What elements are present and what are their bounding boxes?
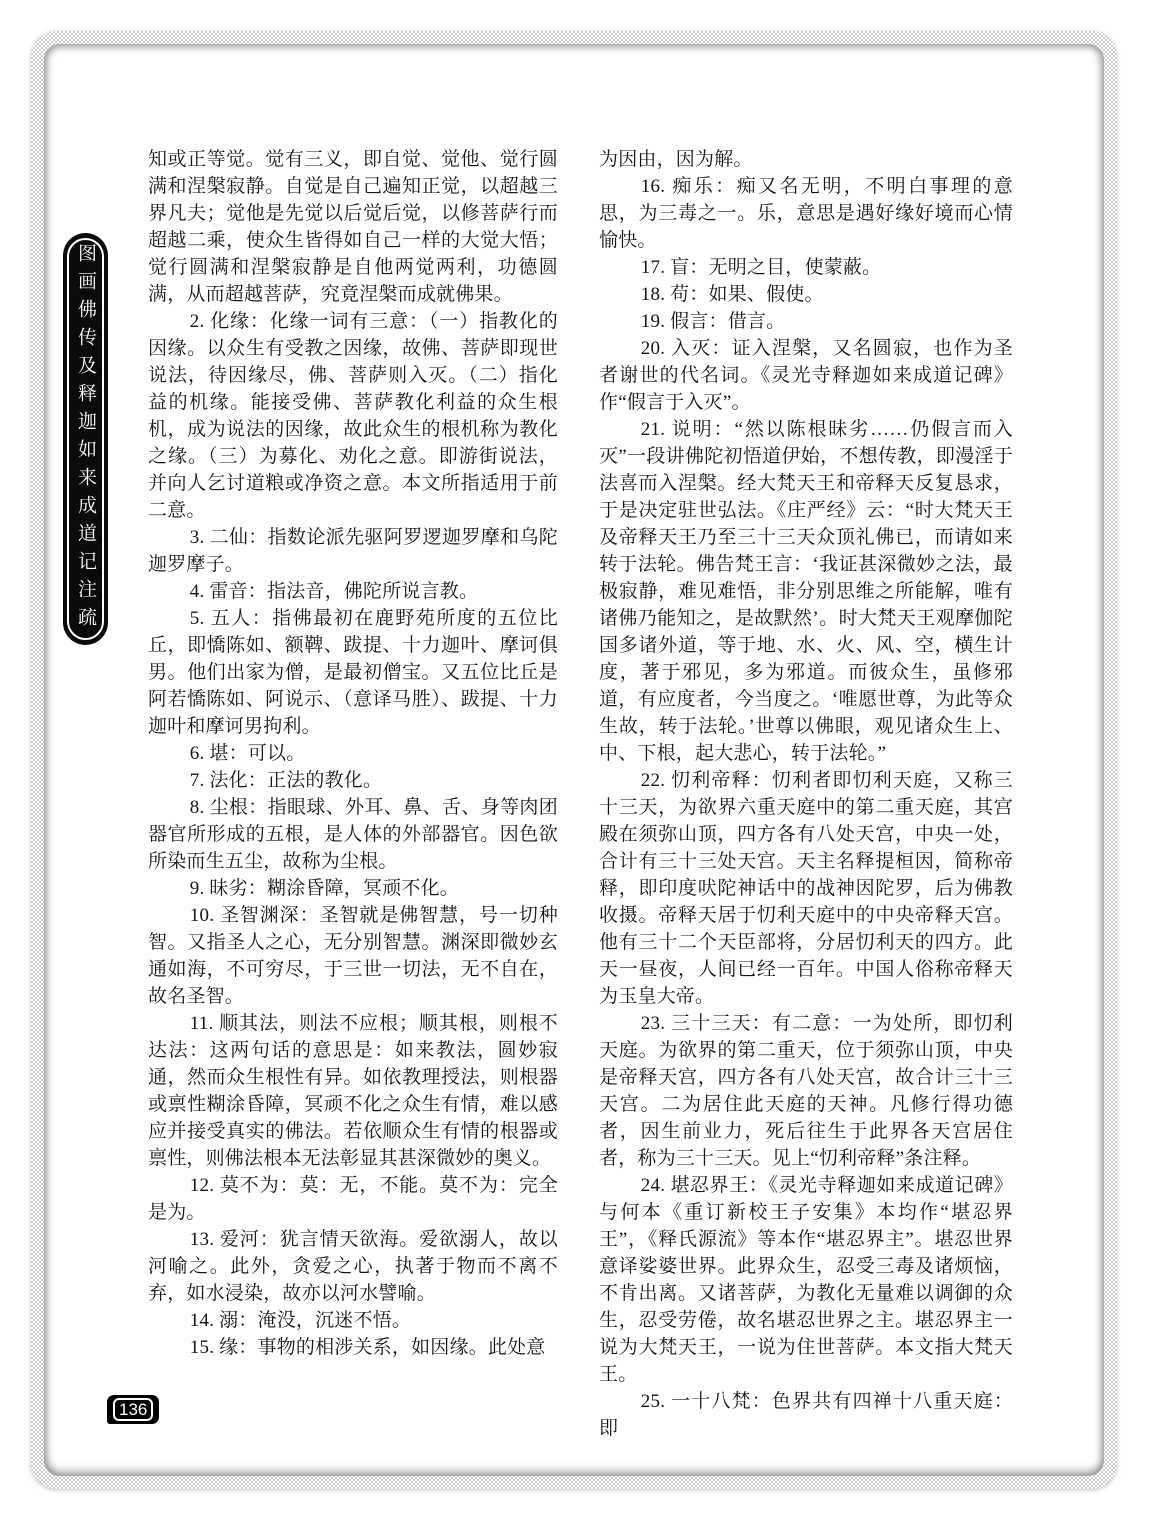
paragraph: 19. 假言：借言。 [640,311,786,332]
paragraph: 6. 堪：可以。 [189,743,306,764]
sidebar-title-border [67,238,104,640]
paragraph: 10. 圣智渊深：圣智就是佛智慧，号一切种智。又指圣人之心，无分别智慧。渊深即微妙玄通如海，不可穷尽，于三世一切法，无不自在，故名圣智。 [148,905,558,1007]
paragraph: 21. 说明：“然以陈根昧劣……仍假言而入灭”一段讲佛陀初悟道伊始，不想传教，即漫淫于法喜而入涅槃。经大梵天王和帝释天反复恳求，于是决定驻世弘法。《庄严经》云：“时大梵天王及帝释天王乃至三十三天众顶礼佛已，而请如来转于法轮。佛告梵王言：‘我证甚深微妙之法，最极寂静，难见难悟，非分别思维之所能解，唯有诸佛乃能知之，是故默然’。时大梵天王观摩伽陀国多诸外道，等于地、水、火、风、空，横生计度，著于邪见，多为邪道。而彼众生，虽修邪道，有应度者，今当度之。‘唯愿世尊，为此等众生故，转于法轮。’世尊以佛眼，观见诸众生上、中、下根，起大悲心，转于法轮。” [599,419,1013,764]
page-number: 136 [113,1398,153,1421]
paragraph: 12. 莫不为：莫：无，不能。莫不为：完全是为。 [148,1175,558,1223]
paragraph: 7. 法化：正法的教化。 [189,770,383,791]
paragraph: 8. 尘根：指眼球、外耳、鼻、舌、身等肉团器官所形成的五根，是人体的外部器官。因色欲所染而生五尘，故称为尘根。 [148,797,558,872]
left-column [148,146,558,1361]
paragraph: 知或正等觉。觉有三义，即自觉、觉他、觉行圆满和涅槃寂静。自觉是自己遍知正觉，以超越三界凡夫；觉他是先觉以后觉后觉，以修菩萨行而超越二乘，使众生皆得如自己一样的大觉大悟；觉行圆满和涅槃寂静是自他两觉两利，功德圆满，从而超越菩萨，究竟涅槃而成就佛果。 [148,149,558,305]
paragraph: 25. 一十八梵：色界共有四禅十八重天庭：即 [599,1391,1013,1439]
paragraph: 22. 忉利帝释：忉利者即忉利天庭，又称三十三天，为欲界六重天庭中的第二重天庭，其宫殿在须弥山顶，四方各有八处天宫，中央一处，合计有三十三处天宫。天主名释提桓因，简称帝释，即印度吠陀神话中的战神因陀罗，后为佛教收摄。帝释天居于忉利天庭中的中央帝释天宫。他有三十二个天臣部将，分居忉利天的四方。此天一昼夜，人间已经一百年。中国人俗称帝释天为玉皇大帝。 [599,770,1013,1007]
paragraph: 为因由，因为解。 [599,149,753,170]
paragraph: 14. 溺：淹没，沉迷不悟。 [189,1310,412,1331]
paragraph: 4. 雷音：指法音，佛陀所说言教。 [189,581,479,602]
paragraph: 18. 苟：如果、假使。 [640,284,824,305]
paragraph: 15. 缘：事物的相涉关系，如因缘。此处意 [189,1337,546,1358]
paragraph: 16. 痴乐：痴又名无明，不明白事理的意思，为三毒之一。乐，意思是遇好缘好境而心情愉快。 [599,176,1013,251]
sidebar-title-cartouche [63,233,108,645]
sidebar-title-text: 图画佛传及释迦如来成道记注疏 [75,243,96,635]
paragraph: 9. 昧劣：糊涂昏障，冥顽不化。 [189,878,459,899]
paragraph: 5. 五人：指佛最初在鹿野苑所度的五位比丘，即憍陈如、额鞞、跋提、十力迦叶、摩诃俱男。他们出家为僧，是最初僧宝。又五位比丘是阿若憍陈如、阿说示、（意译马胜）、跋提、十力迦叶和摩诃男拘利。 [148,608,558,737]
paragraph: 3. 二仙：指数论派先驱阿罗逻迦罗摩和乌陀迦罗摩子。 [148,527,558,575]
page-number-badge [107,1395,159,1424]
paragraph: 20. 入灭：证入涅槃，又名圆寂，也作为圣者谢世的代名词。《灵光寺释迦如来成道记碑》作“假言于入灭”。 [599,338,1013,413]
paragraph: 23. 三十三天：有二意：一为处所，即忉利天庭。为欲界的第二重天，位于须弥山顶，中央是帝释天宫，四方各有八处天宫，故合计三十三天宫。二为居住此天庭的天神。凡修行得功德者，因生前业力，死后往生于此界各天宫居住者，称为三十三天。见上“忉利帝释”条注释。 [599,1013,1013,1169]
paragraph: 13. 爱河：犹言情天欲海。爱欲溺人，故以河喻之。此外，贪爱之心，执著于物而不离不弃，如水浸染，故亦以河水譬喻。 [148,1229,558,1304]
right-column [599,146,1013,1442]
paragraph: 2. 化缘：化缘一词有三意：（一）指教化的因缘。以众生有受教之因缘，故佛、菩萨即现世说法，待因缘尽，佛、菩萨则入灭。（二）指化益的机缘。能接受佛、菩萨教化利益的众生根机，成为说法的因缘，故此众生的根机称为教化之缘。（三）为募化、劝化之意。即游街说法，并向人乞讨道粮或净资之意。本文所指适用于前二意。 [148,311,558,521]
paragraph: 11. 顺其法，则法不应根；顺其根，则根不达法：这两句话的意思是：如来教法，圆妙寂通，然而众生根性有异。如依教理授法，则根器或禀性糊涂昏障，冥顽不化之众生有情，难以感应并接受真实的佛法。若依顺众生有情的根器或禀性，则佛法根本无法彰显其甚深微妙的奥义。 [148,1013,558,1169]
paragraph: 24. 堪忍界王：《灵光寺释迦如来成道记碑》与何本《重订新校王子安集》本均作“堪忍界王”，《释氏源流》等本作“堪忍界主”。堪忍世界意译娑婆世界。此界众生，忍受三毒及诸烦恼，不肯出离。又诸菩萨，为教化无量难以调御的众生，忍受劳倦，故名堪忍世界之主。堪忍界主一说为大梵天王，一说为住世菩萨。本文指大梵天王。 [599,1175,1013,1385]
paragraph: 17. 盲：无明之目，使蒙蔽。 [640,257,882,278]
